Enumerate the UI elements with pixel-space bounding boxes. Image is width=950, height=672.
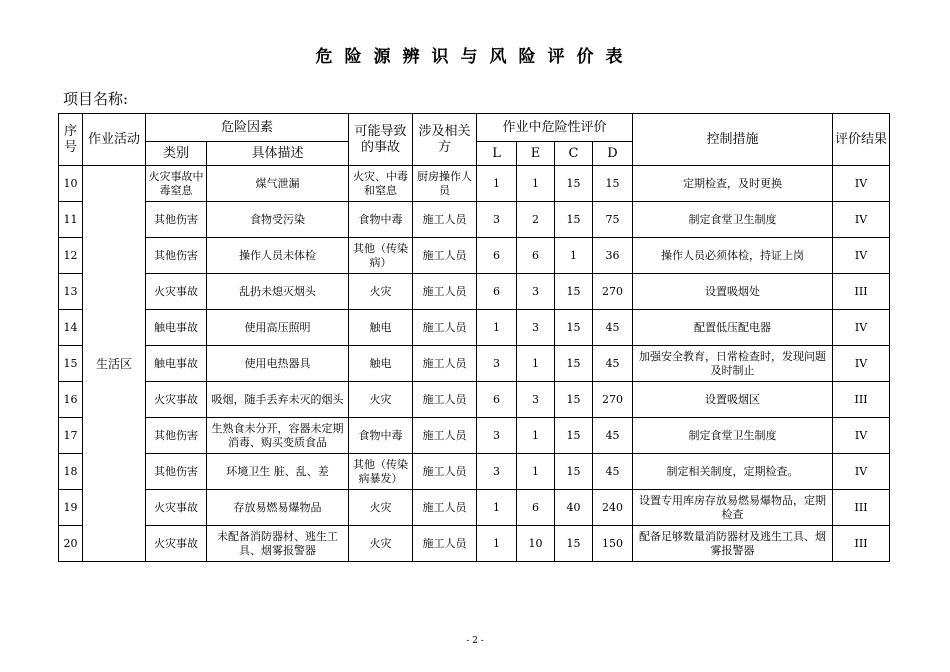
table-row [59,526,890,562]
cell-category: 火灾事故 [146,526,207,562]
cell-result: III [833,490,890,526]
cell-involved: 施工人员 [413,238,477,274]
cell-category: 其他伤害 [146,418,207,454]
cell-accident: 火灾 [349,382,413,418]
cell-control: 制定食堂卫生制度 [633,418,833,454]
cell-result: IV [833,418,890,454]
cell-control: 制定相关制度，定期检查。 [633,454,833,490]
cell-E: 6 [517,238,555,274]
cell-desc: 吸烟，随手丢弃未灭的烟头 [207,382,349,418]
header-C: C [555,142,593,166]
cell-D: 75 [593,202,633,238]
header-L: L [477,142,517,166]
cell-accident: 火灾、中毒和窒息 [349,166,413,202]
cell-result: III [833,382,890,418]
cell-C: 15 [555,346,593,382]
cell-control: 加强安全教育，日常检查时，发现问题及时制止 [633,346,833,382]
cell-L: 3 [477,454,517,490]
cell-seq: 12 [59,238,83,274]
cell-D: 270 [593,274,633,310]
cell-seq: 17 [59,418,83,454]
cell-C: 1 [555,238,593,274]
cell-seq: 16 [59,382,83,418]
cell-L: 6 [477,382,517,418]
table-row [59,274,890,310]
cell-E: 3 [517,274,555,310]
cell-E: 1 [517,166,555,202]
cell-desc: 存放易燃易爆物品 [207,490,349,526]
cell-control: 制定食堂卫生制度 [633,202,833,238]
cell-control: 设置专用库房存放易燃易爆物品，定期检查 [633,490,833,526]
cell-E: 1 [517,454,555,490]
cell-accident: 食物中毒 [349,418,413,454]
cell-involved: 施工人员 [413,454,477,490]
cell-accident: 食物中毒 [349,202,413,238]
table-row [59,238,890,274]
cell-C: 15 [555,274,593,310]
cell-D: 45 [593,418,633,454]
cell-D: 150 [593,526,633,562]
cell-L: 3 [477,418,517,454]
cell-E: 1 [517,418,555,454]
table-row [59,418,890,454]
cell-seq: 13 [59,274,83,310]
cell-control: 设置吸烟处 [633,274,833,310]
cell-C: 15 [555,526,593,562]
risk-table [58,113,890,562]
cell-involved: 施工人员 [413,346,477,382]
cell-result: IV [833,310,890,346]
cell-desc: 使用高压照明 [207,310,349,346]
cell-seq: 11 [59,202,83,238]
table-row [59,202,890,238]
cell-E: 6 [517,490,555,526]
cell-D: 45 [593,346,633,382]
header-description: 具体描述 [207,142,349,166]
cell-C: 15 [555,382,593,418]
header-activity: 作业活动 [83,114,146,166]
cell-desc: 食物受污染 [207,202,349,238]
cell-C: 40 [555,490,593,526]
header-result: 评价结果 [833,114,890,166]
cell-desc: 煤气泄漏 [207,166,349,202]
table-row [59,382,890,418]
cell-C: 15 [555,202,593,238]
cell-accident: 火灾 [349,490,413,526]
cell-D: 270 [593,382,633,418]
header-category: 类别 [146,142,207,166]
cell-involved: 施工人员 [413,526,477,562]
cell-desc: 操作人员未体检 [207,238,349,274]
project-name-label: 项目名称: [63,90,129,108]
table-row [59,490,890,526]
cell-control: 配备足够数量消防器材及逃生工具、烟雾报警器 [633,526,833,562]
cell-category: 触电事故 [146,346,207,382]
cell-E: 3 [517,310,555,346]
cell-involved: 施工人员 [413,490,477,526]
cell-involved: 施工人员 [413,382,477,418]
cell-accident: 触电 [349,310,413,346]
header-hazard-factors: 危险因素 [146,114,349,142]
cell-category: 火灾事故中毒窒息 [146,166,207,202]
cell-D: 15 [593,166,633,202]
cell-category: 触电事故 [146,310,207,346]
cell-result: III [833,274,890,310]
cell-result: IV [833,238,890,274]
cell-involved: 施工人员 [413,310,477,346]
cell-accident: 火灾 [349,526,413,562]
cell-result: IV [833,202,890,238]
header-seq: 序号 [59,114,83,166]
cell-involved: 施工人员 [413,418,477,454]
cell-result: III [833,526,890,562]
cell-C: 15 [555,166,593,202]
cell-D: 45 [593,454,633,490]
cell-C: 15 [555,418,593,454]
page-number: - 2 - [466,636,484,646]
cell-L: 3 [477,202,517,238]
header-control: 控制措施 [633,114,833,166]
cell-L: 1 [477,526,517,562]
header-involved: 涉及相关方 [413,114,477,166]
cell-D: 45 [593,310,633,346]
page-title: 危险源辨识与风险评价表 [315,47,635,67]
cell-category: 火灾事故 [146,490,207,526]
table-row [59,166,890,202]
table-row [59,346,890,382]
cell-result: IV [833,454,890,490]
cell-seq: 10 [59,166,83,202]
cell-seq: 20 [59,526,83,562]
cell-L: 3 [477,346,517,382]
cell-seq: 18 [59,454,83,490]
cell-accident: 其他（传染病暴发） [349,454,413,490]
cell-L: 1 [477,310,517,346]
cell-result: IV [833,166,890,202]
cell-accident: 其他（传染病） [349,238,413,274]
cell-category: 火灾事故 [146,274,207,310]
table-row [59,310,890,346]
cell-L: 6 [477,274,517,310]
cell-category: 火灾事故 [146,382,207,418]
cell-E: 3 [517,382,555,418]
header-evaluation: 作业中危险性评价 [477,114,633,142]
cell-involved: 施工人员 [413,202,477,238]
cell-seq: 14 [59,310,83,346]
cell-category: 其他伤害 [146,202,207,238]
header-possible-accident: 可能导致的事故 [349,114,413,166]
cell-L: 1 [477,490,517,526]
cell-accident: 触电 [349,346,413,382]
cell-control: 配置低压配电器 [633,310,833,346]
cell-involved: 施工人员 [413,274,477,310]
cell-desc: 乱扔未熄灭烟头 [207,274,349,310]
cell-C: 15 [555,310,593,346]
cell-desc: 环境卫生 脏、乱、差 [207,454,349,490]
cell-activity: 生活区 [83,166,146,562]
cell-involved: 厨房操作人员 [413,166,477,202]
cell-seq: 15 [59,346,83,382]
cell-category: 其他伤害 [146,238,207,274]
cell-desc: 使用电热器具 [207,346,349,382]
cell-control: 操作人员必须体检，持证上岗 [633,238,833,274]
cell-E: 10 [517,526,555,562]
cell-accident: 火灾 [349,274,413,310]
cell-L: 1 [477,166,517,202]
header-E: E [517,142,555,166]
cell-result: IV [833,346,890,382]
cell-D: 240 [593,490,633,526]
cell-L: 6 [477,238,517,274]
cell-desc: 未配备消防器材、逃生工具、烟雾报警器 [207,526,349,562]
cell-control: 定期检查，及时更换 [633,166,833,202]
cell-seq: 19 [59,490,83,526]
cell-D: 36 [593,238,633,274]
header-D: D [593,142,633,166]
cell-C: 15 [555,454,593,490]
cell-desc: 生熟食未分开，容器未定期消毒、购买变质食品 [207,418,349,454]
cell-control: 设置吸烟区 [633,382,833,418]
cell-category: 其他伤害 [146,454,207,490]
table-row [59,454,890,490]
cell-E: 2 [517,202,555,238]
cell-E: 1 [517,346,555,382]
